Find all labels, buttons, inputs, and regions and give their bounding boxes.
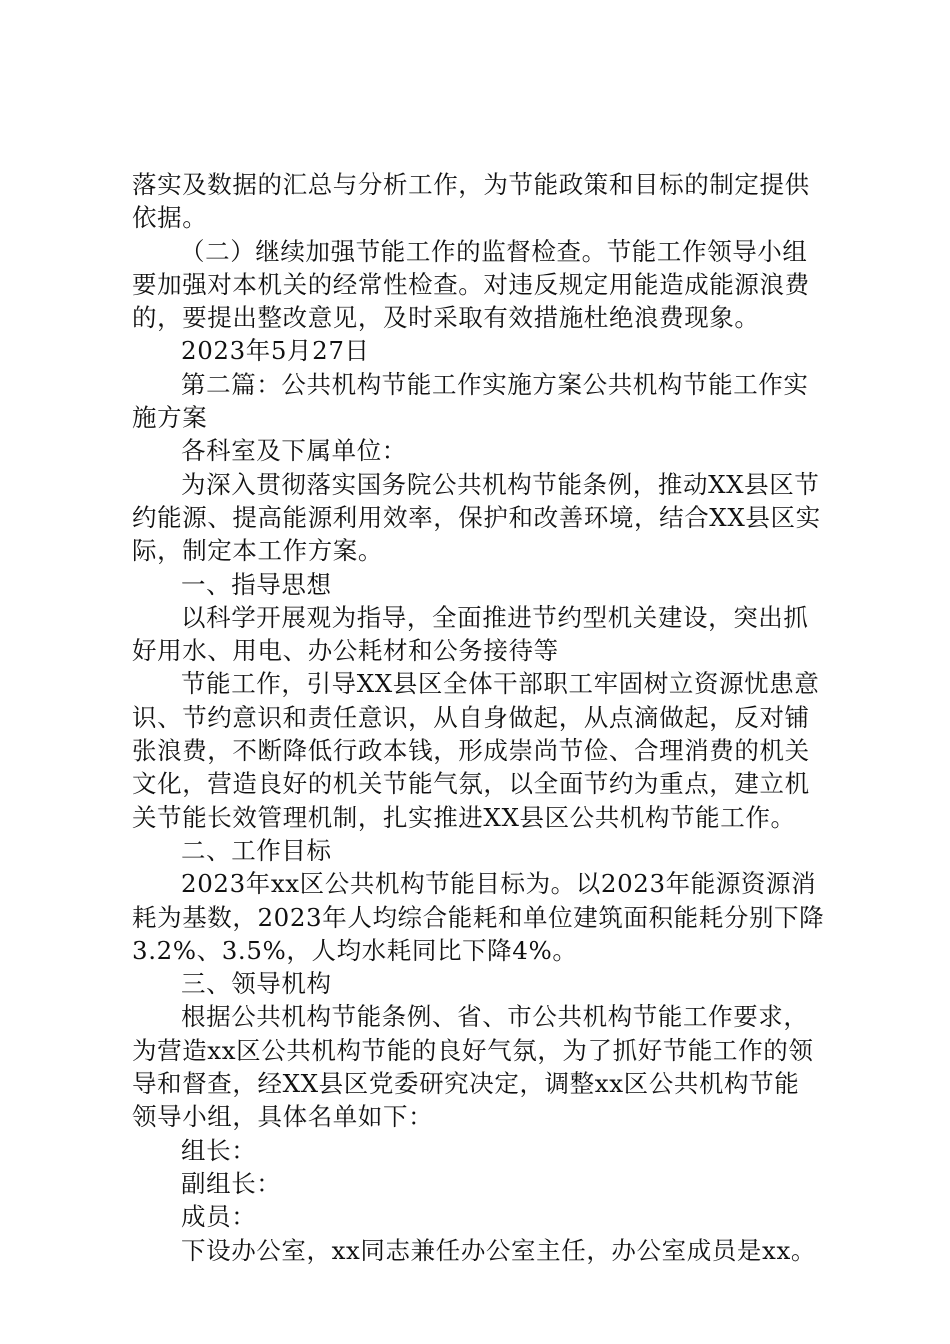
paragraph-line: 落实及数据的汇总与分析工作，为节能政策和目标的制定提供 [132,170,810,199]
paragraph-line: 节能工作，引导XX县区全体干部职工牢固树立资源忧患意 [181,669,820,699]
document-body [132,168,825,1267]
paragraph-line: 的，要提出整改意见，及时采取有效措施杜绝浪费现象。 [132,303,760,333]
section-heading: 三、领导机构 [181,969,332,999]
paragraph-line: 3.2%、3.5%，人均水耗同比下降4%。 [132,935,578,965]
paragraph-line: 际，制定本工作方案。 [132,536,383,566]
section-heading: 二、工作目标 [181,835,332,865]
addressee-line: 各科室及下属单位： [181,436,407,466]
paragraph-line: 2023年xx区公共机构节能目标为。以2023年能源资源消 [181,869,817,899]
paragraph-line: 以科学开展观为指导，全面推进节约型机关建设，突出抓 [181,602,809,632]
paragraph-line: 识、节约意识和责任意识，从自身做起，从点滴做起，反对铺 [132,702,810,732]
paragraph-line: 要加强对本机关的经常性检查。对违反规定用能造成能源浪费 [132,269,810,299]
paragraph-line: 约能源、提高能源利用效率，保护和改善环境，结合XX县区实 [132,502,821,532]
paragraph-line: 领导小组，具体名单如下： [132,1102,434,1132]
paragraph-line: 根据公共机构节能条例、省、市公共机构节能工作要求， [181,1002,809,1032]
paragraph-line: 依据。 [132,203,208,233]
paragraph-line: 好用水、用电、办公耗材和公务接待等 [132,636,559,666]
paragraph-line: 耗为基数，2023年人均综合能耗和单位建筑面积能耗分别下降 [132,902,825,932]
paragraph-line: 为营造xx区公共机构节能的良好气氛，为了抓好节能工作的领 [132,1035,814,1065]
paragraph-line: 为深入贯彻落实国务院公共机构节能条例，推动XX县区节 [181,469,820,499]
list-item-members: 成员： [181,1202,257,1232]
section-heading: 一、指导思想 [181,569,332,599]
section-heading: （二）继续加强节能工作的监督检查。节能工作领导小组 [180,236,808,266]
list-item-deputy-leader: 副组长： [181,1168,282,1198]
list-item-leader: 组长： [181,1135,257,1165]
date-line: 2023年5月27日 [181,336,370,366]
chapter-title-continued: 施方案 [132,403,208,433]
paragraph-line: 关节能长效管理机制，扎实推进XX县区公共机构节能工作。 [132,802,796,832]
paragraph-line: 张浪费，不断降低行政本钱，形成崇尚节俭、合理消费的机关 [132,736,810,766]
paragraph-line: 导和督查，经XX县区党委研究决定，调整xx区公共机构节能 [132,1069,800,1099]
paragraph-line: 文化，营造良好的机关节能气氛，以全面节约为重点，建立机 [132,769,810,799]
paragraph-line: 下设办公室，xx同志兼任办公室主任，办公室成员是xx。 [181,1235,816,1265]
chapter-title: 第二篇：公共机构节能工作实施方案公共机构节能工作实 [181,369,809,399]
